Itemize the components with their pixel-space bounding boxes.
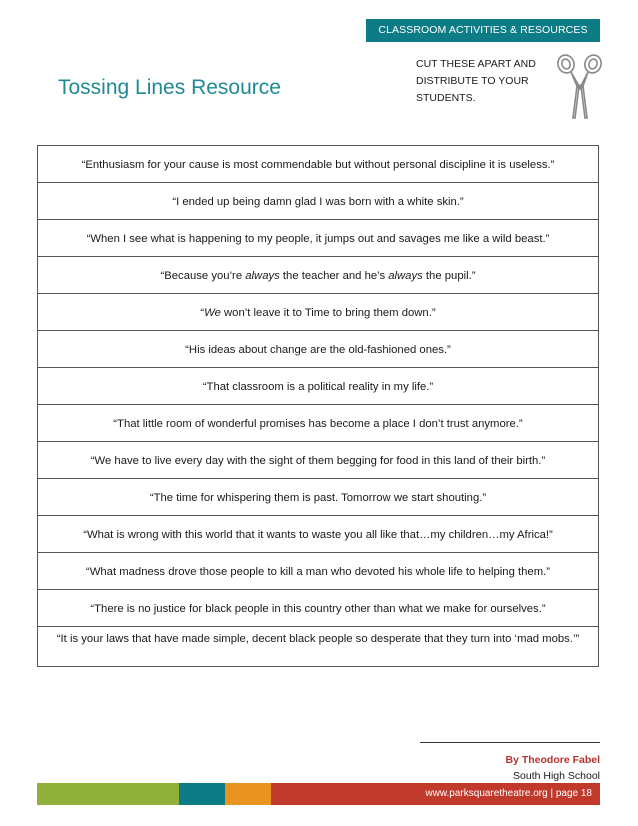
footer-segment-green [37, 783, 179, 805]
quote-cell: “That little room of wonderful promises has become a place I don’t trust anymore.” [38, 405, 599, 442]
author-school: South High School [513, 770, 600, 782]
footer-bar [37, 783, 600, 805]
quote-cell: “There is no justice for black people in this country other than what we make for ourselves.” [38, 590, 599, 627]
quote-cell: “Enthusiasm for your cause is most commendable but without personal discipline it is useless.” [38, 146, 599, 183]
footer-segment-teal [179, 783, 225, 805]
quote-cell: “When I see what is happening to my people, it jumps out and savages me like a wild beast.” [38, 220, 599, 257]
quote-cell: “What is wrong with this world that it wants to waste you all like that…my children…my Africa!” [38, 516, 599, 553]
cut-instructions: CUT THESE APART AND DISTRIBUTE TO YOUR STUDENTS. [416, 58, 536, 104]
quotes-table [37, 145, 599, 667]
footer-page-info: www.parksquaretheatre.org | page 18 [271, 783, 600, 805]
quote-cell: “It is your laws that have made simple, decent black people so desperate that they turn into ‘mad mobs.’” [38, 627, 599, 667]
author-block [505, 752, 600, 784]
quote-cell: “We have to live every day with the sight of them begging for food in this land of their birth.” [38, 442, 599, 479]
page-title: Tossing Lines Resource [58, 76, 281, 99]
footer-segment-orange [225, 783, 271, 805]
quote-cell: “His ideas about change are the old-fashioned ones.” [38, 331, 599, 368]
quote-cell: “Because you’re always the teacher and he’s always the pupil.” [38, 257, 599, 294]
section-header-tab: CLASSROOM ACTIVITIES & RESOURCES [366, 19, 600, 42]
quote-cell: “That classroom is a political reality in my life.” [38, 368, 599, 405]
quote-cell: “I ended up being damn glad I was born with a white skin.” [38, 183, 599, 220]
footer-divider [420, 742, 600, 743]
author-name: By Theodore Fabel [505, 754, 600, 766]
scissors-icon [555, 52, 605, 122]
quote-cell: “We won’t leave it to Time to bring them down.” [38, 294, 599, 331]
quote-cell: “The time for whispering them is past. Tomorrow we start shouting.” [38, 479, 599, 516]
quote-cell: “What madness drove those people to kill a man who devoted his whole life to helping them.” [38, 553, 599, 590]
